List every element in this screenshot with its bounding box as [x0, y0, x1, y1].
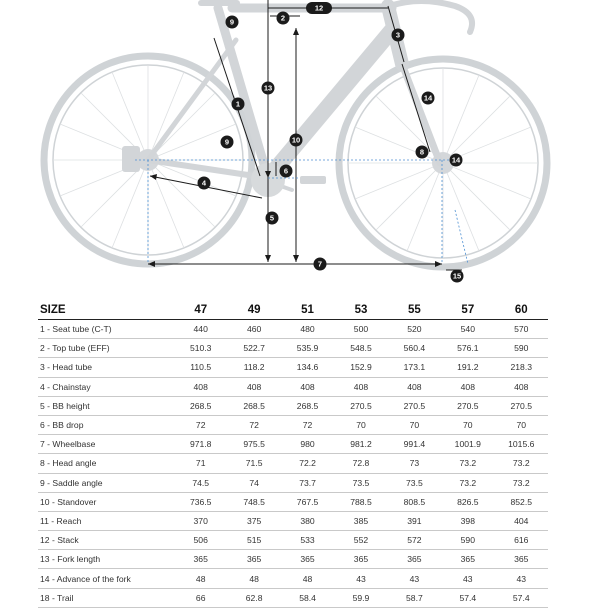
measurement-value: 385: [334, 511, 387, 530]
measurement-value: 270.5: [441, 396, 494, 415]
svg-text:9: 9: [229, 17, 235, 27]
measurement-label: 5 - BB height: [38, 396, 174, 415]
measurement-label: 13 - Fork length: [38, 550, 174, 569]
measurement-value: 590: [441, 531, 494, 550]
measurement-value: 540: [441, 320, 494, 339]
measurement-value: 480: [281, 320, 334, 339]
svg-text:10: 10: [291, 135, 301, 145]
measurement-value: 71.5: [227, 454, 280, 473]
geometry-table-header: [38, 300, 548, 320]
table-row: [38, 396, 548, 415]
svg-text:1: 1: [235, 99, 241, 109]
measurement-value: 515: [227, 531, 280, 550]
measurement-value: 590: [495, 339, 548, 358]
measurement-value: 70: [334, 415, 387, 434]
table-row: [38, 339, 548, 358]
marker-4: [198, 177, 211, 190]
table-row: [38, 511, 548, 530]
marker-6: [280, 165, 293, 178]
measurement-value: 522.7: [227, 339, 280, 358]
marker-13: [422, 92, 435, 105]
measurement-value: 991.4: [388, 435, 441, 454]
measurement-value: 440: [174, 320, 227, 339]
measurement-value: 408: [281, 377, 334, 396]
measurement-value: 48: [227, 569, 280, 588]
measurement-label: 9 - Saddle angle: [38, 473, 174, 492]
measurement-label: 12 - Stack: [38, 531, 174, 550]
measurement-value: 398: [441, 511, 494, 530]
measurement-value: 365: [334, 550, 387, 569]
marker-label: 12: [314, 3, 324, 13]
table-row: [38, 473, 548, 492]
measurement-value: 58.7: [388, 588, 441, 607]
measurement-value: 510.3: [174, 339, 227, 358]
measurement-label: 6 - BB drop: [38, 415, 174, 434]
measurement-value: 1015.6: [495, 435, 548, 454]
measurement-value: 408: [227, 377, 280, 396]
measurement-value: 73: [388, 454, 441, 473]
geometry-table-body: [38, 320, 548, 608]
svg-text:5: 5: [269, 213, 275, 223]
measurement-value: 270.5: [495, 396, 548, 415]
measurement-value: 118.2: [227, 358, 280, 377]
measurement-value: 43: [441, 569, 494, 588]
measurement-value: 460: [227, 320, 280, 339]
marker-10: [290, 134, 303, 147]
marker-9-top: [226, 16, 239, 29]
measurement-value: 59.9: [334, 588, 387, 607]
measurement-value: 43: [388, 569, 441, 588]
measurement-value: 71: [174, 454, 227, 473]
table-row: [38, 358, 548, 377]
measurement-label: 4 - Chainstay: [38, 377, 174, 396]
measurement-value: 560.4: [388, 339, 441, 358]
measurement-value: 370: [174, 511, 227, 530]
size-column-header: 57: [441, 300, 494, 320]
measurement-value: 520: [388, 320, 441, 339]
measurement-value: 404: [495, 511, 548, 530]
measurement-value: 365: [174, 550, 227, 569]
rear-derailleur: [122, 146, 140, 172]
marker-15: [451, 270, 464, 283]
measurement-value: 270.5: [334, 396, 387, 415]
measurement-value: 365: [441, 550, 494, 569]
measurement-label: 10 - Standover: [38, 492, 174, 511]
marker-3: [392, 29, 405, 42]
measurement-label: 7 - Wheelbase: [38, 435, 174, 454]
svg-text:3: 3: [395, 30, 401, 40]
size-column-header: 60: [495, 300, 548, 320]
size-column-header: 47: [174, 300, 227, 320]
saddle: [198, 0, 240, 6]
marker-12: [262, 82, 275, 95]
measurement-value: 43: [495, 569, 548, 588]
svg-text:2: 2: [280, 13, 286, 23]
svg-text:15: 15: [452, 271, 462, 281]
measurement-value: 365: [227, 550, 280, 569]
measurement-value: 980: [281, 435, 334, 454]
marker-14: [450, 154, 463, 167]
measurement-value: 788.5: [334, 492, 387, 511]
measurement-value: 134.6: [281, 358, 334, 377]
measurement-value: 408: [495, 377, 548, 396]
measurement-value: 72: [281, 415, 334, 434]
svg-text:13: 13: [263, 83, 273, 93]
measurement-value: 70: [441, 415, 494, 434]
measurement-value: 576.1: [441, 339, 494, 358]
measurement-value: 535.9: [281, 339, 334, 358]
measurement-value: 72.8: [334, 454, 387, 473]
measurement-label: 2 - Top tube (EFF): [38, 339, 174, 358]
measurement-value: 268.5: [174, 396, 227, 415]
table-row: [38, 435, 548, 454]
marker-2: [277, 12, 290, 25]
measurement-value: 74: [227, 473, 280, 492]
svg-text:4: 4: [201, 178, 207, 188]
measurement-value: 365: [388, 550, 441, 569]
measurement-value: 57.4: [495, 588, 548, 607]
measurement-value: 616: [495, 531, 548, 550]
measurement-value: 58.4: [281, 588, 334, 607]
measurement-value: 533: [281, 531, 334, 550]
table-row: [38, 454, 548, 473]
marker-7: [314, 258, 327, 271]
measurement-value: 826.5: [441, 492, 494, 511]
measurement-value: 852.5: [495, 492, 548, 511]
measurement-value: 736.5: [174, 492, 227, 511]
measurement-value: 70: [388, 415, 441, 434]
measurement-value: 408: [441, 377, 494, 396]
measurement-value: 72: [174, 415, 227, 434]
measurement-value: 73.2: [495, 454, 548, 473]
marker-1: [232, 98, 245, 111]
measurement-value: 408: [388, 377, 441, 396]
bike-geometry-diagram: [0, 0, 592, 296]
measurement-value: 408: [334, 377, 387, 396]
table-row: [38, 377, 548, 396]
measurement-value: 380: [281, 511, 334, 530]
measurement-value: 43: [334, 569, 387, 588]
measurement-value: 808.5: [388, 492, 441, 511]
marker-5: [266, 212, 279, 225]
measurement-value: 981.2: [334, 435, 387, 454]
measurement-value: 48: [281, 569, 334, 588]
measurement-value: 552: [334, 531, 387, 550]
measurement-label: 14 - Advance of the fork: [38, 569, 174, 588]
measurement-value: 66: [174, 588, 227, 607]
measurement-label: 11 - Reach: [38, 511, 174, 530]
measurement-value: 570: [495, 320, 548, 339]
marker-11: [306, 2, 332, 14]
measurement-value: 408: [174, 377, 227, 396]
measurement-value: 748.5: [227, 492, 280, 511]
measurement-value: 73.5: [334, 473, 387, 492]
measurement-value: 375: [227, 511, 280, 530]
reference-lines: [135, 160, 468, 264]
measurement-value: 62.8: [227, 588, 280, 607]
measurement-value: 74.5: [174, 473, 227, 492]
measurement-value: 152.9: [334, 358, 387, 377]
measurement-value: 572: [388, 531, 441, 550]
measurement-value: 391: [388, 511, 441, 530]
table-row: [38, 492, 548, 511]
measurement-value: 500: [334, 320, 387, 339]
svg-text:7: 7: [317, 259, 323, 269]
measurement-value: 110.5: [174, 358, 227, 377]
measurement-value: 971.8: [174, 435, 227, 454]
marker-8: [416, 146, 429, 159]
measurement-value: 268.5: [227, 396, 280, 415]
measurement-value: 73.2: [441, 473, 494, 492]
measurement-value: 506: [174, 531, 227, 550]
measurement-value: 173.1: [388, 358, 441, 377]
table-row: [38, 320, 548, 339]
size-column-header: 55: [388, 300, 441, 320]
size-column-header: 53: [334, 300, 387, 320]
measurement-value: 48: [174, 569, 227, 588]
svg-text:6: 6: [283, 166, 289, 176]
measurement-value: 268.5: [281, 396, 334, 415]
size-column-header: 49: [227, 300, 280, 320]
size-column-header: 51: [281, 300, 334, 320]
header-row: [38, 300, 548, 320]
table-row: [38, 550, 548, 569]
measurement-value: 365: [281, 550, 334, 569]
svg-text:8: 8: [419, 147, 425, 157]
svg-text:14: 14: [451, 155, 461, 165]
measurement-label: 1 - Seat tube (C-T): [38, 320, 174, 339]
measurement-value: 767.5: [281, 492, 334, 511]
geometry-table: [38, 300, 548, 608]
table-row: [38, 531, 548, 550]
measurement-label: 8 - Head angle: [38, 454, 174, 473]
measurement-value: 73.2: [495, 473, 548, 492]
size-header: SIZE: [38, 300, 174, 320]
measurement-value: 72.2: [281, 454, 334, 473]
measurement-value: 365: [495, 550, 548, 569]
measurement-value: 191.2: [441, 358, 494, 377]
measurement-value: 270.5: [388, 396, 441, 415]
measurement-value: 72: [227, 415, 280, 434]
table-row: [38, 415, 548, 434]
svg-text:9: 9: [224, 137, 230, 147]
svg-text:14: 14: [423, 93, 433, 103]
measurement-value: 218.3: [495, 358, 548, 377]
table-row: [38, 569, 548, 588]
measurement-value: 548.5: [334, 339, 387, 358]
measurement-value: 1001.9: [441, 435, 494, 454]
measurement-value: 73.7: [281, 473, 334, 492]
measurement-label: 3 - Head tube: [38, 358, 174, 377]
measurement-value: 57.4: [441, 588, 494, 607]
measurement-label: 18 - Trail: [38, 588, 174, 607]
table-row: [38, 588, 548, 607]
marker-9-bottom: [221, 136, 234, 149]
measurement-value: 73.5: [388, 473, 441, 492]
measurement-value: 73.2: [441, 454, 494, 473]
measurement-value: 70: [495, 415, 548, 434]
crank-arm: [300, 176, 326, 184]
measurement-value: 975.5: [227, 435, 280, 454]
